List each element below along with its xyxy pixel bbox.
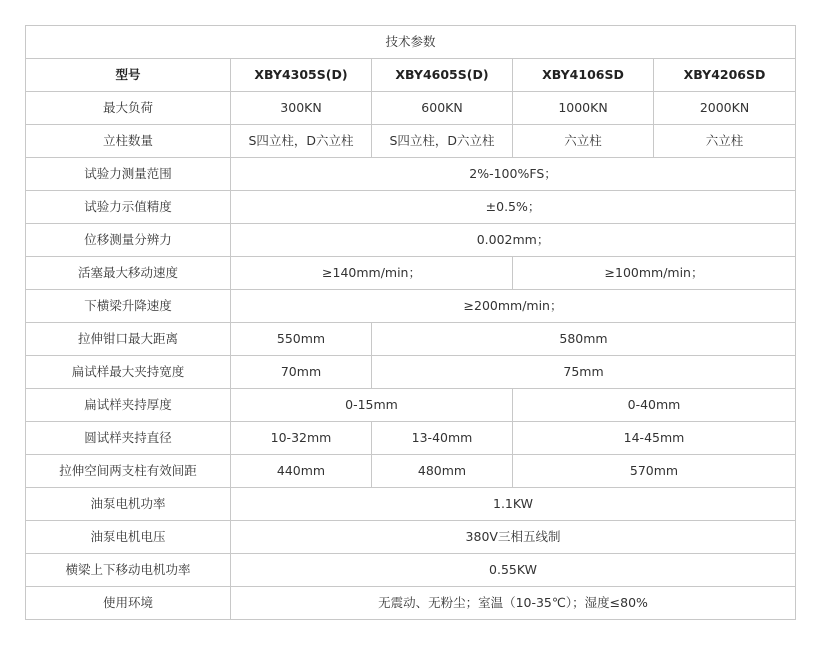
parameter-value: 300KN [231,92,372,125]
parameter-label: 扁试样夹持厚度 [26,389,231,422]
table-row [26,389,796,422]
parameter-label: 拉伸空间两支柱有效间距 [26,455,231,488]
parameter-label: 下横梁升降速度 [26,290,231,323]
parameter-value: 570mm [513,455,796,488]
parameter-value: 无震动、无粉尘；室温（10-35℃）；湿度≤80% [231,587,796,620]
parameter-value: 480mm [372,455,513,488]
table-row [26,587,796,620]
table-row [26,158,796,191]
parameter-value: 0.002mm； [231,224,796,257]
parameter-value: 550mm [231,323,372,356]
parameter-label: 位移测量分辨力 [26,224,231,257]
spec-table [25,25,796,620]
model-header-cell: XBY4106SD [513,59,654,92]
table-row [26,191,796,224]
parameter-label: 扁试样最大夹持宽度 [26,356,231,389]
parameter-value: ≥200mm/min； [231,290,796,323]
table-row [26,224,796,257]
parameter-label: 最大负荷 [26,92,231,125]
parameter-value: 70mm [231,356,372,389]
parameter-value: S四立柱，D六立柱 [372,125,513,158]
table-row [26,422,796,455]
model-header-cell: XBY4605S(D) [372,59,513,92]
parameter-label: 立柱数量 [26,125,231,158]
table-row [26,92,796,125]
parameter-value: 14-45mm [513,422,796,455]
parameter-value: 1000KN [513,92,654,125]
parameter-label: 使用环境 [26,587,231,620]
table-row [26,521,796,554]
table-row [26,257,796,290]
table-row [26,125,796,158]
parameter-value: 13-40mm [372,422,513,455]
parameter-label: 试验力测量范围 [26,158,231,191]
parameter-value: ≥100mm/min； [513,257,796,290]
parameter-label: 拉伸钳口最大距离 [26,323,231,356]
parameter-value: 0.55KW [231,554,796,587]
table-row [26,554,796,587]
model-header-row [26,59,796,92]
parameter-value: ±0.5%； [231,191,796,224]
parameter-value: 2000KN [654,92,796,125]
parameter-value: 380V三相五线制 [231,521,796,554]
table-row [26,356,796,389]
parameter-label: 圆试样夹持直径 [26,422,231,455]
parameter-value: 六立柱 [513,125,654,158]
parameter-label: 活塞最大移动速度 [26,257,231,290]
spec-table-body [26,26,796,620]
table-row [26,323,796,356]
parameter-label: 油泵电机电压 [26,521,231,554]
parameter-value: 0-15mm [231,389,513,422]
parameter-label: 横梁上下移动电机功率 [26,554,231,587]
parameter-value: 1.1KW [231,488,796,521]
parameter-value: 2%-100%FS； [231,158,796,191]
table-row [26,290,796,323]
parameter-label: 试验力示值精度 [26,191,231,224]
parameter-value: 10-32mm [231,422,372,455]
parameter-value: S四立柱，D六立柱 [231,125,372,158]
parameter-label: 油泵电机功率 [26,488,231,521]
parameter-value: 580mm [372,323,796,356]
parameter-value: ≥140mm/min； [231,257,513,290]
table-title: 技术参数 [26,26,796,59]
table-row [26,455,796,488]
parameter-value: 六立柱 [654,125,796,158]
parameter-value: 0-40mm [513,389,796,422]
title-row [26,26,796,59]
parameter-value: 600KN [372,92,513,125]
model-header-cell: XBY4206SD [654,59,796,92]
parameter-value: 75mm [372,356,796,389]
table-row [26,488,796,521]
model-header-label: 型号 [26,59,231,92]
parameter-value: 440mm [231,455,372,488]
model-header-cell: XBY4305S(D) [231,59,372,92]
